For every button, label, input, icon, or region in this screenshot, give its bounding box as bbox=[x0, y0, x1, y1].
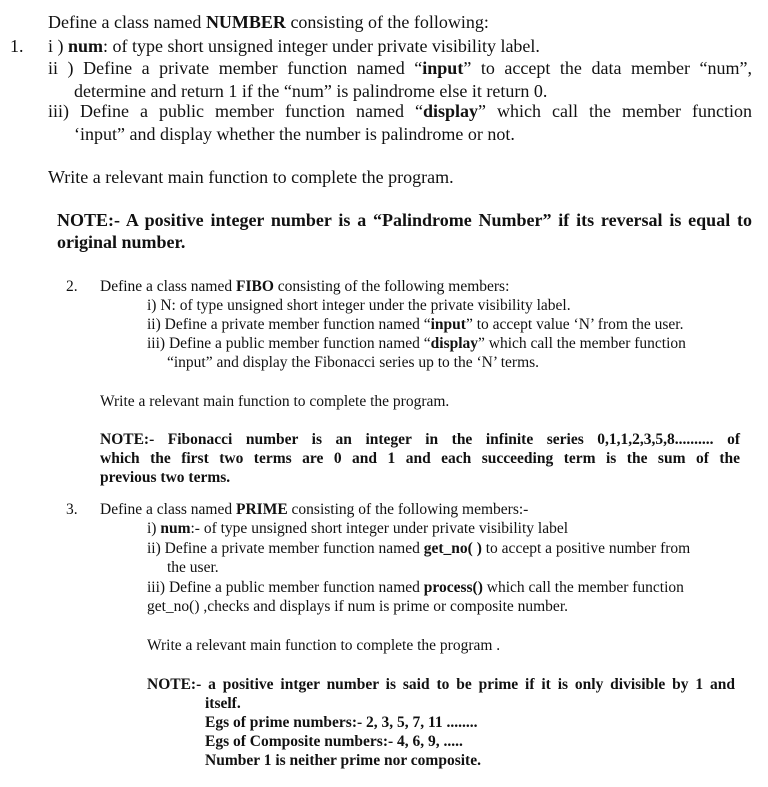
q3-item-iii-line2: get_no() ,checks and displays if num is prime or composite number. bbox=[147, 598, 568, 615]
q3-intro: Define a class named PRIME consisting of the following members:- bbox=[100, 501, 529, 518]
q1-write-main: Write a relevant main function to complete the program. bbox=[48, 167, 454, 187]
q3-note-line2: itself. bbox=[205, 695, 241, 712]
q2-item-iii-line1: iii) Define a public member function named “display” which call the member function bbox=[147, 335, 686, 352]
q2-item-ii: ii) Define a private member function named “input” to accept value ‘N’ from the user. bbox=[147, 316, 684, 333]
q3-prime-examples: Egs of prime numbers:- 2, 3, 5, 7, 11 ........ bbox=[205, 714, 478, 731]
q1-item-i: i ) num: of type short unsigned integer under private visibility label. bbox=[48, 36, 540, 56]
q2-note-line3: previous two terms. bbox=[100, 469, 231, 486]
q2-number: 2. bbox=[66, 278, 78, 295]
q1-number: 1. bbox=[10, 36, 24, 56]
q2-write-main: Write a relevant main function to complete the program. bbox=[100, 393, 450, 410]
q1-intro: Define a class named NUMBER consisting of the following: bbox=[48, 12, 489, 32]
q3-item-ii-line1: ii) Define a private member function named get_no( ) to accept a positive number from bbox=[147, 540, 691, 557]
q2-item-i: i) N: of type unsigned short integer under the private visibility label. bbox=[147, 297, 571, 314]
q2-item-iii-line2: “input” and display the Fibonacci series up to the ‘N’ terms. bbox=[167, 354, 540, 371]
q3-item-ii-line2: the user. bbox=[167, 559, 219, 576]
q3-write-main: Write a relevant main function to complete the program . bbox=[147, 637, 501, 654]
q2-intro: Define a class named FIBO consisting of the following members: bbox=[100, 278, 510, 295]
q3-item-i: i) num:- of type unsigned short integer under private visibility label bbox=[147, 520, 569, 537]
q2-note-line1: NOTE:- Fibonacci number is an integer in the infinite series 0,1,1,2,3,5,8.......... of bbox=[100, 431, 740, 448]
q1-item-iii-line1: iii) Define a public member function named “display” which call the member function bbox=[48, 101, 752, 121]
q1-item-ii-line2: determine and return 1 if the “num” is palindrome else it return 0. bbox=[74, 81, 548, 101]
q1-note-line2: original number. bbox=[57, 232, 186, 252]
q3-item-iii-line1: iii) Define a public member function named process() which call the member function bbox=[147, 579, 684, 596]
q3-note-line1: NOTE:- a positive intger number is said to be prime if it is only divisible by 1 and bbox=[147, 676, 735, 693]
q1-item-ii-line1: ii ) Define a private member function named “input” to accept the data member “num”, bbox=[48, 58, 752, 78]
q3-number-one-note: Number 1 is neither prime nor composite. bbox=[205, 752, 481, 769]
q2-note-line2: which the first two terms are 0 and 1 and each succeeding term is the sum of the bbox=[100, 450, 740, 467]
q1-note-line1: NOTE:- A positive integer number is a “Palindrome Number” if its reversal is equal to bbox=[57, 210, 752, 230]
q3-number: 3. bbox=[66, 501, 78, 518]
q1-item-iii-line2: ‘input” and display whether the number is palindrome or not. bbox=[74, 124, 515, 144]
q3-composite-examples: Egs of Composite numbers:- 4, 6, 9, ..... bbox=[205, 733, 463, 750]
